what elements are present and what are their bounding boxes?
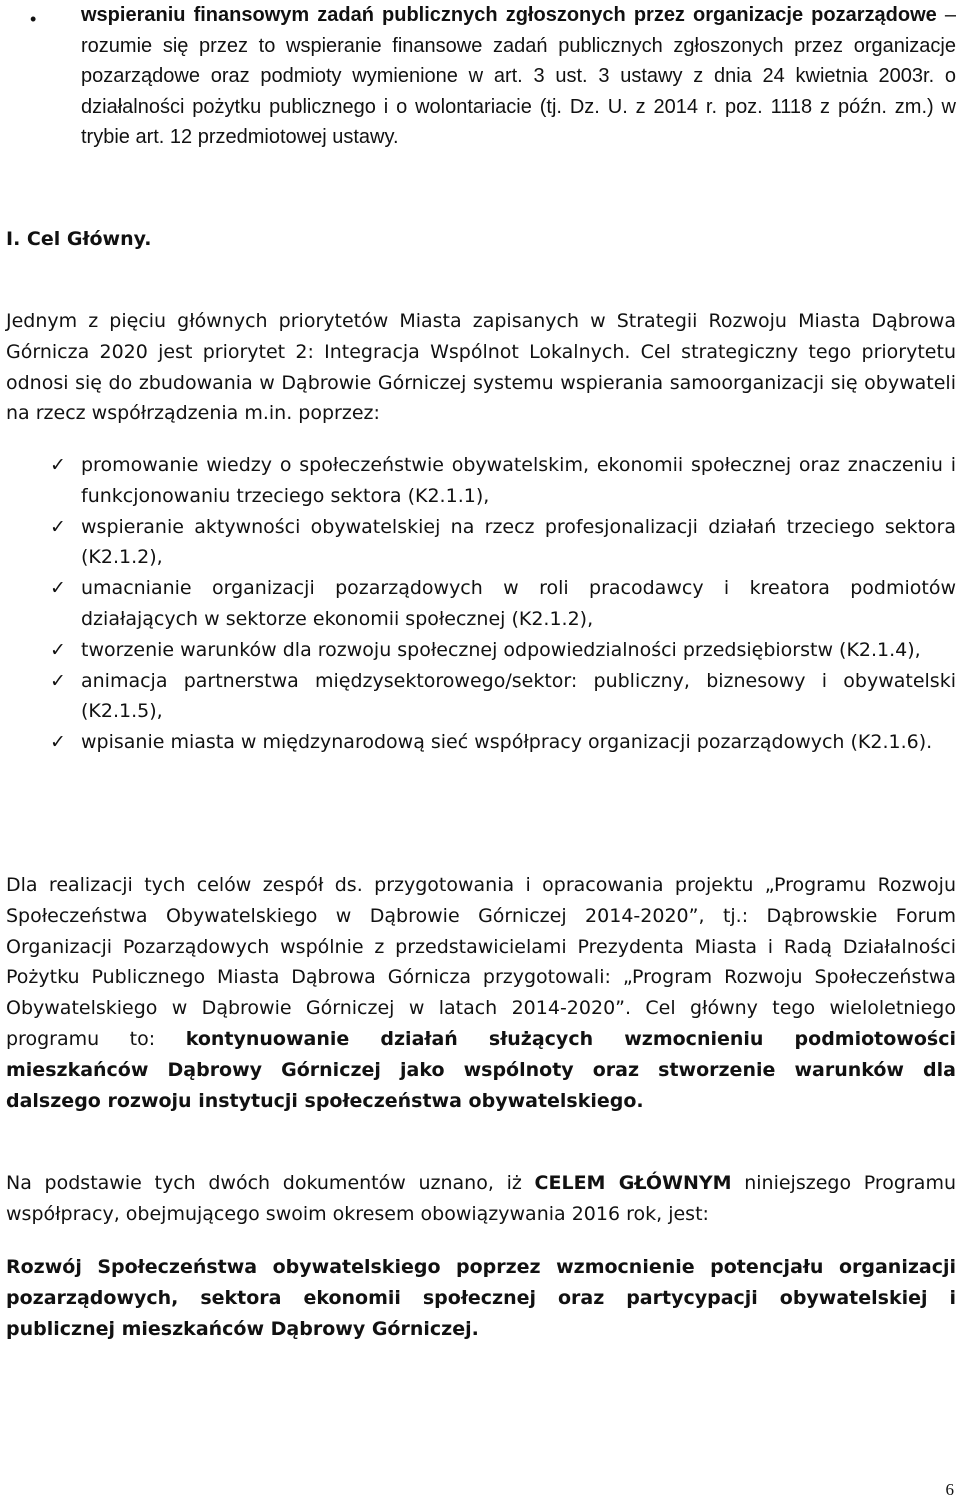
paragraph-priorities: Jednym z pięciu głównych priorytetów Miasta zapisanych w Strategii Rozwoju Miasta Dąbrowa Górnicza 2020 jest priorytet 2: Integracja Wspólnot Lokalnych. Cel strategiczny tego priorytetu odnosi się do zbudowania w Dąbrowie Górniczej systemu wspierania samoorganizacji się obywateli na rzecz współrządzenia m.in. poprzez: — [6, 310, 956, 425]
section-heading: I. Cel Główny. — [6, 228, 152, 250]
intro-rest: – rozumie się przez to wspieranie finansowe zadań publicznych zgłoszonych przez organizacje pozarządowe oraz podmioty wymienione w art. 3 ust. 3 ustawy z dnia 24 kwietnia 2003r. o działalności pożytku publicznego i o wolontariacie (tj. Dz. U. z 2014 r. poz. 1118 z późn. zm.) w trybie art. 12 przedmiotowej ustawy. — [81, 4, 956, 148]
paragraph-program-text: Dla realizacji tych celów zespół ds. przygotowania i opracowania projektu „Programu Rozwoju Społeczeństwa Obywatelskiego w Dąbrowie Górniczej 2014-2020”, tj.: Dąbrowskie Forum Organizacji Pozarządowych wspólnie z przedstawicielami Prezydenta Miasta i Radą Działalności Pożytku Publicznego Miasta Dąbrowa Górnicza przygotowali: „Program Rozwoju Społeczeństwa Obywatelskiego w Dąbrowie Górniczej w latach 2014-2020”. Cel główny tego wieloletniego programu to: — [6, 874, 956, 1050]
main-goal-label: CELEM GŁÓWNYM — [534, 1172, 732, 1194]
list-item — [6, 450, 956, 512]
intro-bullet-paragraph — [30, 0, 956, 153]
main-goal-intro-before: Na podstawie tych dwóch dokumentów uznano, iż — [6, 1172, 535, 1194]
list-item — [6, 727, 956, 758]
list-item — [6, 512, 956, 574]
intro-bold-lead: wspieraniu finansowym zadań publicznych zgłoszonych przez organizacje pozarządowe — [81, 4, 937, 26]
intro-text — [81, 0, 956, 153]
list-item-text: umacnianie organizacji pozarządowych w roli pracodawcy i kreatora podmiotów działających w sektorze ekonomii społecznej (K2.1.2), — [81, 577, 956, 630]
list-item — [6, 573, 956, 635]
checkmark-icon: ✓ — [50, 515, 66, 538]
objectives-checklist — [6, 450, 956, 758]
paragraph-main-goal: Rozwój Społeczeństwa obywatelskiego poprzez wzmocnienie potencjału organizacji pozarządowych, sektora ekonomii społecznej oraz partycypacji obywatelskiej i publicznej mieszkańców Dąbrowy Górniczej. — [6, 1256, 956, 1340]
list-item-text: tworzenie warunków dla rozwoju społecznej odpowiedzialności przedsiębiorstw (K2.1.4), — [81, 638, 921, 661]
list-item-text: animacja partnerstwa międzysektorowego/sektor: publiczny, biznesowy i obywatelski (K2.1.5), — [81, 669, 956, 723]
checkmark-icon: ✓ — [50, 731, 66, 754]
bullet-icon: • — [30, 9, 37, 29]
list-item — [6, 666, 956, 728]
main-goal-intro-after: niniejszego Programu współpracy, obejmującego swoim okresem obowiązywania 2016 rok, jest: — [6, 1172, 956, 1225]
paragraph-program — [6, 870, 956, 1116]
list-item-text: promowanie wiedzy o społeczeństwie obywatelskim, ekonomii społecznej oraz znaczeniu i funkcjonowaniu trzeciego sektora (K2.1.1), — [81, 454, 956, 507]
list-item-text: wpisanie miasta w międzynarodową sieć współpracy organizacji pozarządowych (K2.1.6). — [81, 731, 933, 754]
checkmark-icon: ✓ — [50, 669, 66, 692]
checkmark-icon: ✓ — [50, 454, 66, 476]
paragraph-program-goal: kontynuowanie działań służących wzmocnieniu podmiotowości mieszkańców Dąbrowy Górniczej jako wspólnoty oraz stworzenie warunków dla dalszego rozwoju instytucji społeczeństwa obywatelskiego. — [6, 1027, 956, 1112]
page-number: 6 — [945, 1480, 954, 1499]
paragraph-main-goal-intro — [6, 1168, 956, 1230]
list-item-text: wspieranie aktywności obywatelskiej na rzecz profesjonalizacji działań trzeciego sektora (K2.1.2), — [81, 515, 956, 569]
checkmark-icon: ✓ — [50, 577, 66, 600]
list-item — [6, 635, 956, 666]
checkmark-icon: ✓ — [50, 638, 66, 661]
